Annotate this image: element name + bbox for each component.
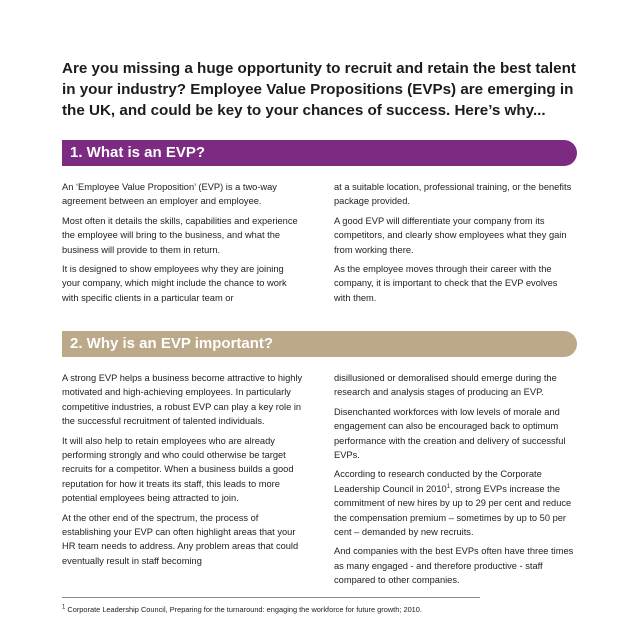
research-paragraph xyxy=(334,467,576,539)
footnote xyxy=(62,605,582,615)
footnote-reference[interactable]: 1 xyxy=(446,483,451,490)
section-2-right-column xyxy=(334,371,576,593)
section-1-heading: 1. What is an EVP? xyxy=(62,140,577,166)
paragraph: And companies with the best EVPs often have three times as many engaged - and therefore productive - staff compared to other companies. xyxy=(334,546,574,586)
research-text-end: , strong EVPs increase the commitment of new hires by up to 29 per cent and reduce the compensation premium – sometimes by up to 50 per cent – demanded by new recruits. xyxy=(334,483,572,538)
section-1-left-column xyxy=(62,180,304,310)
paragraph: Disenchanted workforces with low levels of morale and engagement can also be encouraged back to optimum performance with the creation and delivery of successful EVPs. xyxy=(334,406,566,461)
paragraph: It will also help to retain employees who are already performing strongly and who could otherwise be target recruits for a competitor. When a business builds a good reputation for how it treats its staff, this leads to more potential employees being attracted to join. xyxy=(62,435,294,504)
paragraph: A good EVP will differentiate your company from its competitors, and clearly show employees what they gain from working there. xyxy=(334,215,567,255)
paragraph: An ‘Employee Value Proposition’ (EVP) is a two-way agreement between an employer and employee. xyxy=(62,182,277,207)
paragraph: It is designed to show employees why they are joining your company, which might include the chance to work with specific clients in a particular team or xyxy=(62,264,287,303)
section-1-right-column xyxy=(334,180,576,310)
paragraph: Most often it details the skills, capabilities and experience the employee will bring to the business, and what the business will provide to them in return. xyxy=(62,215,298,255)
paragraph: As the employee moves through their career with the company, it is important to check that the EVP evolves with them. xyxy=(334,264,558,303)
research-text-start: According to research conducted by the Corporate Leadership Council in 2010 xyxy=(334,469,542,494)
section-2-left-column xyxy=(62,371,304,573)
paragraph: at a suitable location, professional training, or the benefits package provided. xyxy=(334,182,572,207)
footnote-text: Corporate Leadership Council, Preparing for the turnaround: engaging the workforce for future growth; 2010. xyxy=(65,605,422,614)
footnote-mark: 1 xyxy=(62,604,66,611)
footnote-divider xyxy=(62,597,480,598)
paragraph: At the other end of the spectrum, the process of establishing your EVP can often highlight areas that your HR team needs to address. Any problem areas that could eventually result in staff becoming xyxy=(62,512,299,566)
paragraph: A strong EVP helps a business become attractive to highly motivated and high-achieving employees. In particularly competitive industries, a robust EVP can play a key role in the successful recruitment of talented individuals. xyxy=(62,373,303,427)
paragraph: disillusioned or demoralised should emerge during the research and analysis stages of producing an EVP. xyxy=(334,373,557,398)
intro-heading: Are you missing a huge opportunity to recruit and retain the best talent in your industry? Employee Value Propositions (EVPs) are emerging in the UK, and could be key to your chances of success. Here’s why... xyxy=(62,60,576,119)
section-2-heading: 2. Why is an EVP important? xyxy=(62,331,577,357)
